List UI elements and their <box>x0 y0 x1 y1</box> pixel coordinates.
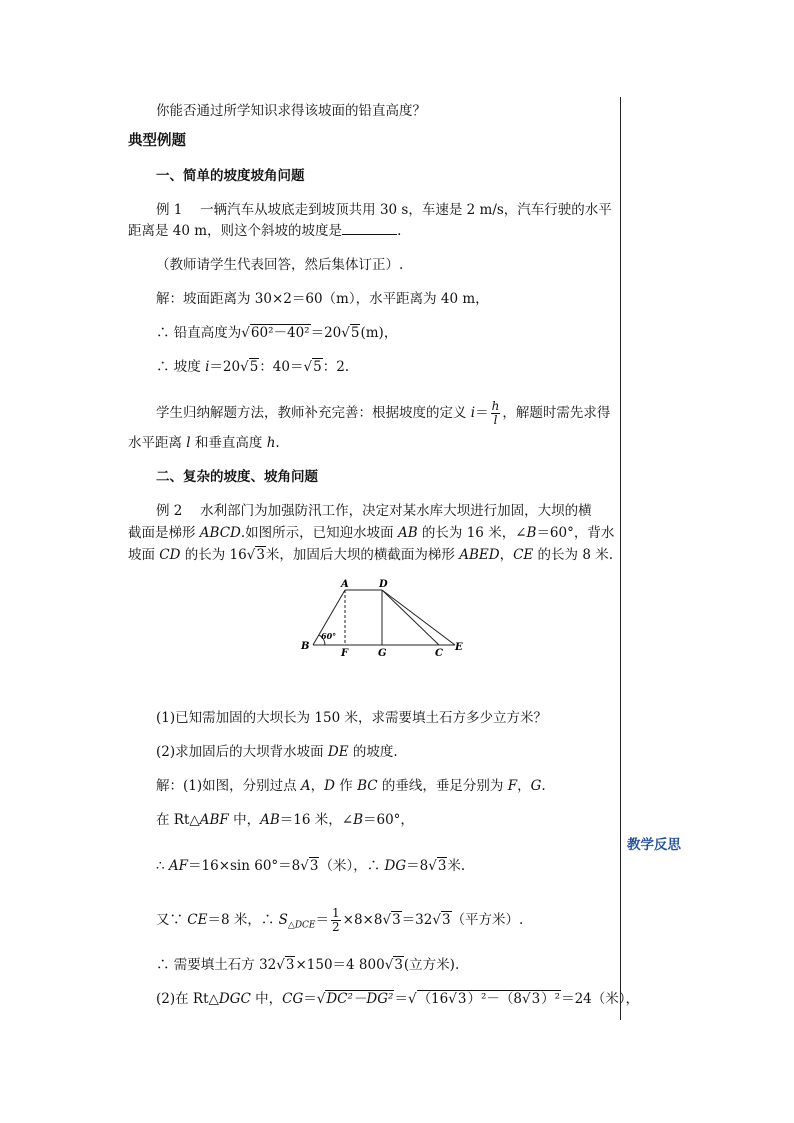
dam-trapezoid-figure <box>295 575 475 660</box>
label-B: B <box>301 641 310 652</box>
label-F: F <box>341 648 349 659</box>
section2-title: 二、复杂的坡度、坡角问题 <box>156 469 318 485</box>
label-D: D <box>379 579 388 590</box>
ex1-summary-line2: 水平距离 l 和垂直高度 h. <box>128 435 280 451</box>
teaching-reflection-label: 教学反思 <box>627 837 681 853</box>
solution-line5: ∴ 需要填土石方 32√3×150＝4 800√3(立方米). <box>156 957 460 973</box>
label-C: C <box>435 648 443 659</box>
segment-DE <box>382 590 455 645</box>
example2-line3: 坡面 CD 的长为 16√3米，加固后大坝的横截面为梯形 ABED，CE 的长为 8 米. <box>128 547 614 563</box>
solution-line6: (2)在 Rt△DGC 中，CG＝√DC²－DG²＝√（16√3）²－（8√3）²＝24（米）， <box>156 991 640 1007</box>
solution-line3: ∴ AF＝16×sin 60°＝8√3（米），∴ DG＝8√3米. <box>156 858 466 874</box>
ex1-summary-line1: 学生归纳解题方法，教师补充完善：根据坡度的定义 i＝ $\frac{h}{l}$ ，解题时需先求得 <box>156 399 611 427</box>
solution-line1: 解：(1)如图，分别过点 A，D 作 BC 的垂线，垂足分别为 F，G. <box>156 778 546 794</box>
label-E: E <box>455 642 463 653</box>
angle-60-label: 60° <box>321 631 337 641</box>
example2-line1: 例 2 水利部门为加强防汛工作，决定对某水库大坝进行加固，大坝的横 <box>156 503 592 519</box>
solution-line2: 在 Rt△ABF 中，AB＝16 米，∠B＝60°， <box>156 812 414 828</box>
teacher-note: （教师请学生代表回答，然后集体订正）. <box>156 257 404 273</box>
example2-line2: 截面是梯形 ABCD.如图所示，已知迎水坡面 AB 的长为 16 米，∠B＝60°，背水 <box>128 525 615 541</box>
question1: (1)已知需加固的大坝长为 150 米，求需要填土石方多少立方米？ <box>156 710 547 726</box>
ex1-solution-line1: 解：坡面距离为 30×2＝60（m），水平距离为 40 m， <box>156 291 489 307</box>
answer-blank[interactable] <box>342 222 397 235</box>
heading-typical-examples: 典型例题 <box>128 133 186 149</box>
label-G: G <box>378 648 387 659</box>
example1-line1: 例 1 一辆汽车从坡底走到坡顶共用 30 s，车速是 2 m/s，汽车行驶的水平 <box>156 202 612 218</box>
intro-question: 你能否通过所学知识求得该坡面的铅直高度？ <box>156 103 426 119</box>
example1-line2: 距离是 40 m，则这个斜坡的坡度是 . <box>128 223 402 239</box>
fraction-h-over-l: $\frac{h}{l}$ <box>491 399 500 427</box>
label-A: A <box>341 579 349 590</box>
section1-title: 一、简单的坡度坡角问题 <box>156 168 305 184</box>
ex1-solution-line3: ∴ 坡度 i＝20√5：40＝√5：2. <box>156 359 350 375</box>
ex1-solution-line2: ∴ 铅直高度为√60²－40²＝20√5(m)， <box>156 325 398 341</box>
margin-divider-line <box>620 97 621 1020</box>
question2: (2)求加固后的大坝背水坡面 DE 的坡度. <box>156 744 398 760</box>
solution-line4: 又∵ CE＝8 米，∴ $S_{\triangle DCE}=$ $\frac{1}{2}$ ×8×8√3＝32√3（平方米）. <box>156 906 524 934</box>
fraction-one-half: $\frac{1}{2}$ <box>332 906 340 934</box>
segment-DC <box>382 590 439 645</box>
